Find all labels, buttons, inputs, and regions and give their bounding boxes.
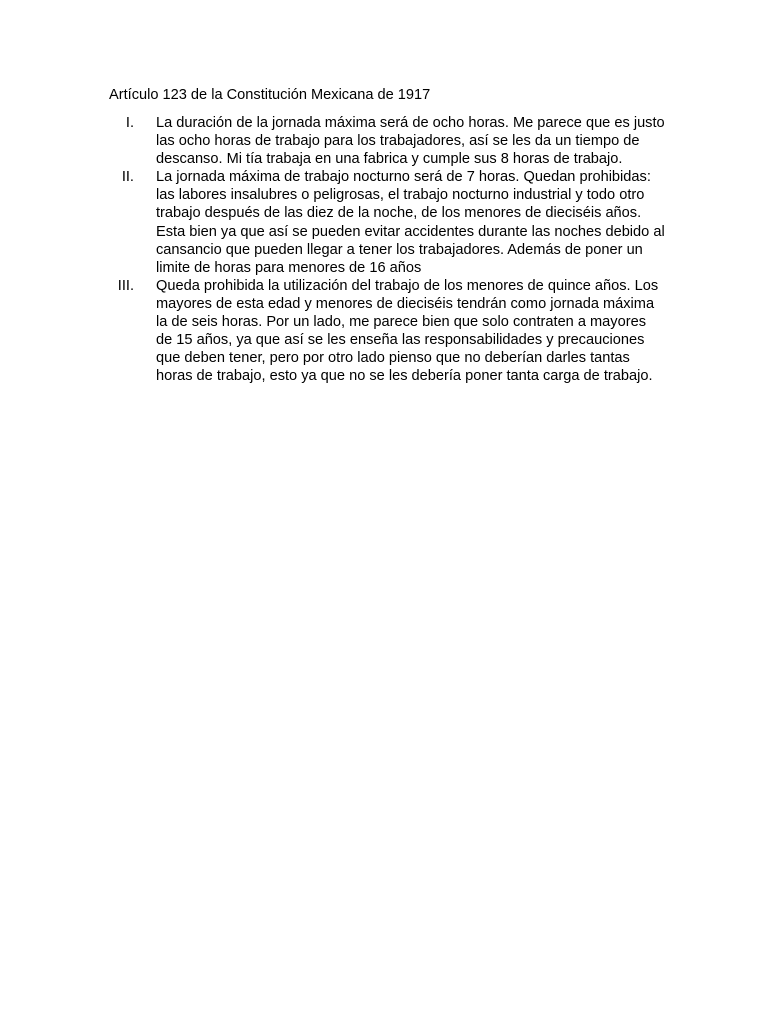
document-title: Artículo 123 de la Constitución Mexicana de 1917 — [109, 87, 431, 103]
numbered-list — [100, 114, 670, 385]
list-item — [100, 114, 670, 168]
list-item — [100, 168, 670, 277]
list-item-text: La duración de la jornada máxima será de ocho horas. Me parece que es justo las ocho horas de trabajo para los trabajadores, así se les da un tiempo de descanso. Mi tía trabaja en una fabrica y cumple sus 8 horas de trabajo. — [156, 115, 665, 168]
list-item-text: Queda prohibida la utilización del trabajo de los menores de quince años. Los mayores de esta edad y menores de dieciséis tendrán como jornada máxima la de seis horas. Por un lado, me parece bien que solo contraten a mayores de 15 años, ya que así se les enseña las responsabilidades y precauciones que deben tener, pero por otro lado pienso que no deberían darles tantas horas de trabajo, esto ya que no se les debería poner tanta carga de trabajo. — [156, 277, 659, 385]
list-item-text: La jornada máxima de trabajo nocturno será de 7 horas. Quedan prohibidas: las labores insalubres o peligrosas, el trabajo nocturno industrial y todo otro trabajo después de las diez de la noche, de los menores de dieciséis años. Esta bien ya que así se pueden evitar accidentes durante las noches debido al cansancio que pueden llegar a tener los trabajadores. Además de poner un limite de horas para menores de 16 años — [156, 169, 665, 276]
list-numeral: II. — [121, 169, 134, 186]
list-numeral: I. — [125, 115, 134, 131]
list-numeral: III. — [117, 277, 134, 294]
list-item — [100, 277, 670, 386]
